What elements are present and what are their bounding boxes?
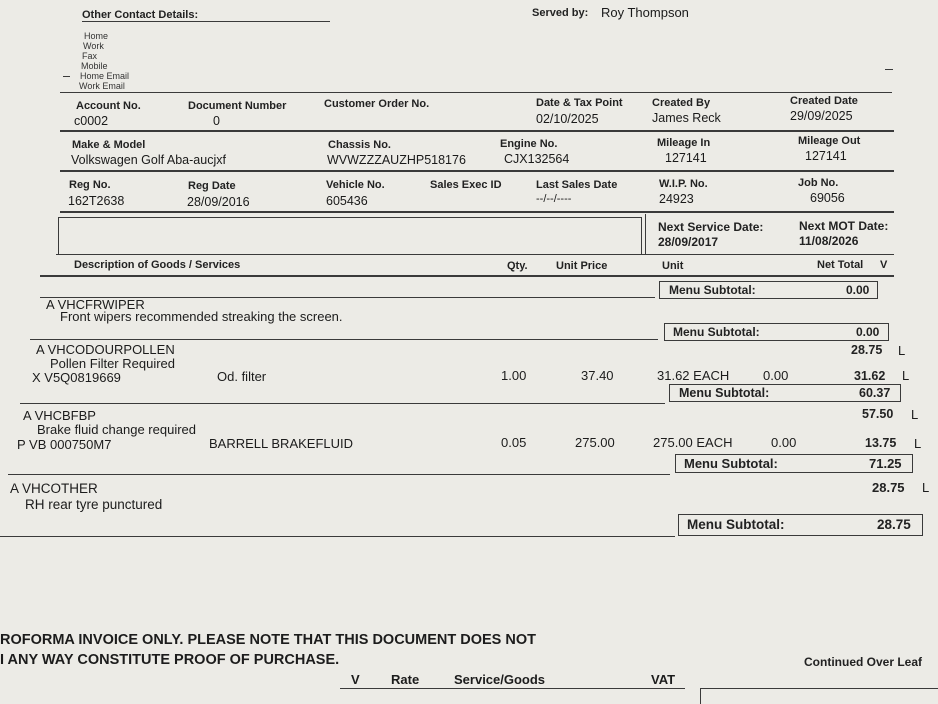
menu-subtotal-value: 60.37 (859, 386, 891, 400)
col-description: Description of Goods / Services (74, 259, 241, 271)
created-by-value: James Reck (652, 111, 721, 125)
vehicle-no-label: Vehicle No. (326, 179, 385, 191)
divider (645, 214, 646, 255)
wip-no-label: W.I.P. No. (659, 178, 708, 190)
menu-subtotal-value: 71.25 (869, 456, 902, 471)
item-description: Front wipers recommended streaking the screen. (60, 309, 343, 324)
engine-no-label: Engine No. (500, 138, 558, 150)
last-sales-date-value: --/--/---- (536, 193, 572, 205)
contact-home: Home (84, 31, 109, 41)
vat-col-vat: VAT (651, 672, 676, 687)
menu-subtotal-label: Menu Subtotal: (687, 517, 785, 532)
col-net-total: Net Total (817, 259, 864, 271)
dash-mark (885, 69, 893, 70)
engine-no-value: CJX132564 (504, 152, 570, 166)
item-total: 57.50 (862, 407, 894, 421)
vat-flag: L (898, 343, 906, 358)
divider (700, 688, 701, 704)
part-unit: 31.62 EACH (657, 368, 730, 383)
part-unit-price: 37.40 (581, 368, 614, 383)
contact-mobile: Mobile (81, 61, 108, 71)
reg-date-value: 28/09/2016 (187, 195, 250, 209)
part-qty: 0.05 (501, 435, 527, 450)
next-mot-value: 11/08/2026 (799, 234, 859, 248)
part-number: X V5Q0819669 (32, 370, 121, 385)
divider (0, 536, 675, 537)
col-qty: Qty. (507, 260, 528, 272)
proforma-notice: ROFORMA INVOICE ONLY. PLEASE NOTE THAT THIS DOCUMENT DOES NOT (0, 632, 536, 648)
col-unit: Unit (662, 260, 684, 272)
divider (700, 688, 938, 689)
item-description: Brake fluid change required (37, 422, 196, 437)
part-total: 31.62 (854, 369, 886, 383)
next-mot-label: Next MOT Date: (799, 219, 889, 233)
menu-subtotal-label: Menu Subtotal: (679, 386, 770, 400)
vat-flag: L (922, 480, 930, 495)
menu-subtotal-value: 0.00 (856, 325, 880, 339)
mileage-in-label: Mileage In (657, 137, 711, 149)
part-number: P VB 000750M7 (17, 437, 112, 452)
divider (60, 92, 892, 93)
part-total: 13.75 (865, 436, 897, 450)
account-no-value: c0002 (74, 114, 109, 128)
date-tax-point-value: 02/10/2025 (536, 112, 599, 126)
reg-no-label: Reg No. (69, 179, 111, 191)
vat-flag: L (914, 436, 922, 451)
part-description: BARRELL BRAKEFLUID (209, 436, 354, 451)
next-service-value: 28/09/2017 (658, 235, 719, 249)
vehicle-no-value: 605436 (326, 194, 368, 208)
part-discount: 0.00 (771, 435, 797, 450)
vat-flag: L (911, 407, 919, 422)
divider (60, 211, 894, 213)
vat-flag: L (902, 368, 910, 383)
menu-subtotal-value: 28.75 (877, 517, 911, 532)
reg-date-label: Reg Date (188, 180, 236, 192)
item-description: Pollen Filter Required (50, 356, 176, 371)
item-total: 28.75 (872, 480, 905, 495)
make-model-value: Volkswagen Golf Aba-aucjxf (71, 153, 226, 167)
divider (60, 170, 894, 172)
chassis-no-value: WVWZZZAUZHP518176 (327, 153, 466, 167)
part-unit-price: 275.00 (575, 435, 615, 450)
menu-subtotal-label: Menu Subtotal: (669, 283, 756, 297)
vat-col-v: V (351, 672, 360, 687)
proforma-notice: I ANY WAY CONSTITUTE PROOF OF PURCHASE. (0, 652, 340, 668)
reg-no-value: 162T2638 (68, 194, 125, 208)
divider (8, 474, 670, 475)
vat-col-rate: Rate (391, 672, 420, 687)
dash-mark (63, 76, 70, 77)
job-no-label: Job No. (798, 177, 839, 189)
created-by-label: Created By (652, 97, 711, 109)
served-by-value: Roy Thompson (601, 5, 689, 20)
other-contact-label: Other Contact Details: (82, 9, 199, 21)
account-no-label: Account No. (76, 100, 141, 112)
divider (82, 21, 330, 22)
item-code: A VHCODOURPOLLEN (36, 342, 175, 357)
item-total: 28.75 (851, 343, 883, 357)
created-date-value: 29/09/2025 (790, 109, 853, 123)
item-code: A VHCOTHER (10, 481, 98, 496)
next-service-label: Next Service Date: (658, 220, 764, 234)
item-code: A VHCFRWIPER (46, 297, 145, 312)
sales-exec-label: Sales Exec ID (430, 179, 502, 191)
divider (20, 403, 665, 404)
contact-home-email: Home Email (80, 71, 130, 81)
contact-fax: Fax (82, 51, 98, 61)
divider (30, 339, 658, 340)
date-tax-point-label: Date & Tax Point (536, 97, 623, 109)
menu-subtotal-label: Menu Subtotal: (684, 456, 778, 471)
divider (40, 275, 894, 277)
vat-col-service-goods: Service/Goods (454, 672, 546, 687)
mileage-out-value: 127141 (805, 149, 847, 163)
document-number-label: Document Number (188, 100, 287, 112)
item-description: RH rear tyre punctured (25, 497, 163, 512)
mileage-in-value: 127141 (665, 151, 707, 165)
served-by-label: Served by: (532, 7, 589, 19)
continued-over-leaf: Continued Over Leaf (804, 655, 923, 669)
document-number-value: 0 (213, 114, 220, 128)
last-sales-date-label: Last Sales Date (536, 179, 618, 191)
menu-subtotal-value: 0.00 (846, 283, 870, 297)
part-unit: 275.00 EACH (653, 435, 733, 450)
part-discount: 0.00 (763, 368, 789, 383)
col-v: V (880, 259, 888, 271)
part-qty: 1.00 (501, 368, 527, 383)
item-code: A VHCBFBP (23, 408, 96, 423)
make-model-label: Make & Model (72, 139, 146, 151)
divider (340, 688, 685, 689)
menu-subtotal-label: Menu Subtotal: (673, 325, 760, 339)
divider (56, 254, 894, 255)
contact-work-email: Work Email (79, 81, 125, 91)
col-unit-price: Unit Price (556, 260, 608, 272)
wip-no-value: 24923 (659, 192, 694, 206)
chassis-no-label: Chassis No. (328, 139, 391, 151)
mileage-out-label: Mileage Out (798, 135, 861, 147)
job-no-value: 69056 (810, 191, 845, 205)
created-date-label: Created Date (790, 95, 858, 107)
contact-work: Work (83, 41, 104, 51)
notes-box (58, 217, 642, 255)
customer-order-label: Customer Order No. (324, 98, 430, 110)
part-description: Od. filter (217, 369, 267, 384)
divider (60, 130, 894, 132)
